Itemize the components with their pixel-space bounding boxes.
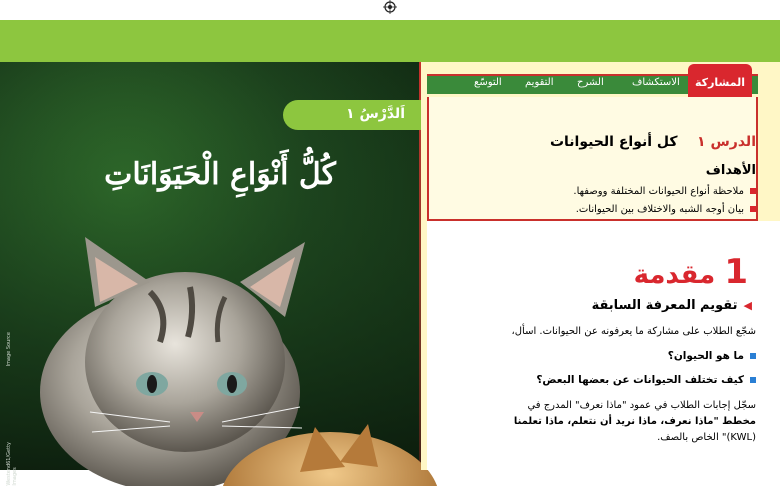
photo-page bbox=[0, 62, 421, 486]
tab-evaluate[interactable]: التقويم bbox=[525, 77, 554, 88]
closing-line: (KWL)" الخاص بالصف. bbox=[657, 432, 756, 443]
question-item bbox=[536, 374, 756, 386]
lesson-heading bbox=[550, 134, 756, 150]
tab-explain[interactable]: الشرح bbox=[577, 77, 604, 88]
section-title: مقدمة bbox=[633, 260, 716, 290]
closing-line: سجّل إجابات الطلاب في عمود "ماذا نعرف" المدرج في bbox=[527, 400, 756, 411]
red-square-bullet-icon bbox=[750, 206, 756, 212]
tab-engage[interactable]: المشاركة bbox=[688, 64, 752, 97]
photo-credit-top: Image Source bbox=[6, 332, 12, 367]
question-text: ما هو الحيوان؟ bbox=[667, 350, 744, 362]
goal-text: ملاحظة أنواع الحيوانات المختلفة ووصفها. bbox=[573, 186, 744, 197]
prior-knowledge-heading bbox=[592, 298, 752, 313]
question-text: كيف تختلف الحيوانات عن بعضها البعض؟ bbox=[536, 374, 744, 386]
lesson-tab: اَلدَّرْسُ ١ bbox=[283, 100, 421, 130]
prior-knowledge-title: تقويم المعرفة السابقة bbox=[591, 298, 738, 313]
blue-square-bullet-icon bbox=[750, 377, 756, 383]
goal-item bbox=[573, 186, 756, 197]
closing-line: مخطط "ماذا نعرف، ماذا نريد أن نتعلم، ماذا تعلمنا bbox=[513, 416, 756, 427]
goal-item bbox=[576, 204, 756, 215]
question-item bbox=[668, 350, 756, 362]
section-number: 1 bbox=[724, 252, 748, 292]
photo-credit-bottom: Westend61/Getty Images bbox=[6, 442, 18, 486]
tab-extend[interactable]: التوسّع bbox=[474, 77, 502, 88]
registration-mark-icon bbox=[383, 0, 397, 14]
red-square-bullet-icon bbox=[750, 188, 756, 194]
top-green-band bbox=[0, 20, 780, 62]
blue-square-bullet-icon bbox=[750, 353, 756, 359]
lesson-title: كُلُّ أَنْوَاعِ الْحَيَوَانَاتِ bbox=[104, 157, 336, 192]
lesson-heading-title: كل أنواع الحيوانات bbox=[549, 134, 678, 150]
lesson-number-label: الدرس ١ bbox=[697, 134, 756, 150]
goal-text: بيان أوجه الشبه والاختلاف بين الحيوانات. bbox=[575, 204, 744, 215]
tab-explore[interactable]: الاستكشاف bbox=[632, 77, 680, 88]
introduction-heading bbox=[634, 252, 748, 292]
objectives-box bbox=[427, 97, 758, 221]
triangle-bullet-icon: ◀ bbox=[743, 299, 752, 312]
prompt-text: شجّع الطلاب على مشاركة ما يعرفونه عن الحيوانات. اسأل، bbox=[511, 326, 756, 337]
goals-title: الأهداف bbox=[705, 163, 756, 178]
